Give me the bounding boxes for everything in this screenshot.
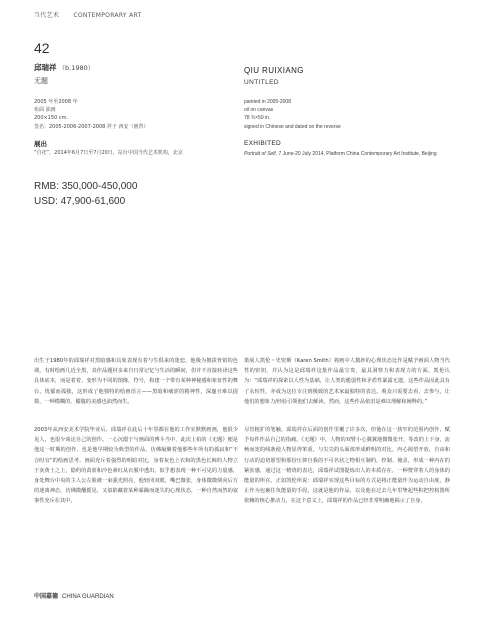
exhibition-heading-en: EXHIBITED xyxy=(244,140,282,147)
artist-name-cn xyxy=(34,62,94,73)
detail-size-en: 78 ¾×59 in. xyxy=(244,115,271,122)
essay-left-paragraph-1: 出生于1980年的邱瑞祥对黑暗感和具象表现有着与生俱来的迷恋，他极为擅拔骨销的色调，有时绘画几近全黑，其作品题材多来自日常记忆与生活的瞬间，但并不直接转译这些具体底本，而是着着、变形为不同的图像，符号，构建一个带有某种神秘感和象征性的舞台，忧郁而孤独，这形成了他独特的绘画语言——黑暗和痛涩的精神性，深邃且难以捉摸，一种模糊的、朦胧的美感也油然而生。 xyxy=(34,358,238,405)
exhibition-heading-cn: 展出 xyxy=(34,140,47,148)
essay-right-paragraph-2: 尽管粗犷的笔触，邱瑞祥在后面的创作里覆了许多次，但他在这一狭窄的范围内创作，赋予每件作品自己的指痛。《无题》中，人物的双臂小心翼翼地微微张开，等改的上下身，流畅而宽的线条使人物显得笨重，与尖尖的头面部形成鲜明的对比，内心渴望开放，自由和行动的迫切愿望和那份压抑自我的不可名状之物相互制约，控制、掩盖，形成一种内在的紧张感，通过这一精烧的表达，邱瑞祥试图提炼出人的本质存在，一种赞穿着人的身体的能量的所在。正如凯伦所说：邱瑞祥实现这些目标的方式是将正能量作为运动自由度，静止作为包裹住负能量的手段，这就是他的作品，以及他在过去几年里挚起些积把控构图所依赖的核心推动力，在这个意义上，邱瑞祥的作品已经非常明确地揭示了自身。 xyxy=(244,427,450,505)
artwork-details-en xyxy=(244,98,341,131)
header-section-cn: 当代艺术 xyxy=(34,12,60,19)
artist-name-cn-text: 邱瑞祥 xyxy=(34,63,57,72)
detail-medium-en: oil on canvas xyxy=(244,107,274,114)
essay-left-paragraph-2: 2003年从西安美术学院毕业后，邱瑞祥在此后十年里都在他的工作室默默画画，他很少见人，也很少谈论自己的创作。一心沉溺于与画面的博斗当中，此次上拍的《无题》便是他这一时期的创作，也是他早期较为典型的作品，仿佛凝聚着他那些年所有的孤寂和“不合时宜”的绘画思考。画面充斥着强烈的明暗对比，身着灰色上衣和的黑色长裤的人物立于灰黄土之上，隐约的苗蓝和冷色素红从衣服中透出，似乎想表现一种不可见的力量感，身处舞台中央的主人公左脸被一束强光照亮，他轻闭双眼，嘴巴微张，身体微微倒向后方的迷离神态，仿佛微醺摇晃，又似陷藏着某种暴躁而迷失的心理状态，一种自然而然的叙事性充斥在其中。 xyxy=(34,427,238,505)
essay-right-paragraph-1: 策展人凯伦・史密斯（Karen Smith）将画中人微妙的心理状态比作是赋予画面人物当代性的密钥，并认为这是邱瑞祥这批作品最宝贵、最具洞察力和表现力的方面。凯伦认为：“邱瑞祥的探索以人性为基础，让人类的脆弱性和矛盾性暴露无遗，这些作品因此具有了永恒性，亦成为这位专注到极致的艺术家最独特的表达。观众只需要去看，去参与，让他们的想象力/经验引领他们去解读，然而，这些作品依旧是难以理解和阐释的。” xyxy=(244,358,450,405)
header-section-en: CONTEMPORARY ART xyxy=(73,12,142,19)
exhibition-info-en: 7 June-20 July 2014, Platform China Contemporary Art Institute, Beijing xyxy=(277,151,437,157)
artist-years: （b.1980） xyxy=(58,64,95,72)
footer-brand-cn: 中国嘉德 xyxy=(34,593,59,600)
artwork-details-cn xyxy=(34,98,149,131)
exhibition-title-en: Portrait of Self, xyxy=(244,151,278,157)
detail-date-cn: 2005 年至2008 年 xyxy=(34,99,78,105)
artwork-title-cn: 无题 xyxy=(34,77,48,85)
detail-medium-cn: 布面 油画 xyxy=(34,107,56,114)
page-header xyxy=(34,10,142,19)
detail-date-en: painted in 2005-2008 xyxy=(244,99,291,105)
estimate-rmb: RMB: 350,000-450,000 xyxy=(34,181,138,192)
exhibition-text-en xyxy=(244,150,449,158)
detail-signature-en: signed in Chinese and dated on the reverse xyxy=(244,123,341,130)
page-footer xyxy=(34,591,114,600)
artwork-title-en: UNTITLED xyxy=(244,79,279,86)
lot-number: 42 xyxy=(34,40,50,56)
exhibition-text-cn: “自祀”，2014年6月7日至7月20日，站台中国当代艺术机构，北京 xyxy=(34,150,183,156)
detail-size-cn: 200×150 cm. xyxy=(34,115,69,122)
artist-name-en: QIU RUIXIANG xyxy=(244,66,304,75)
detail-signature-cn: 签名：2005-2006-2007-2008 祥子 西安（画背） xyxy=(34,123,149,130)
estimate-usd: USD: 47,900-61,600 xyxy=(34,196,126,207)
footer-brand-en: CHINA GUARDIAN xyxy=(62,594,114,600)
